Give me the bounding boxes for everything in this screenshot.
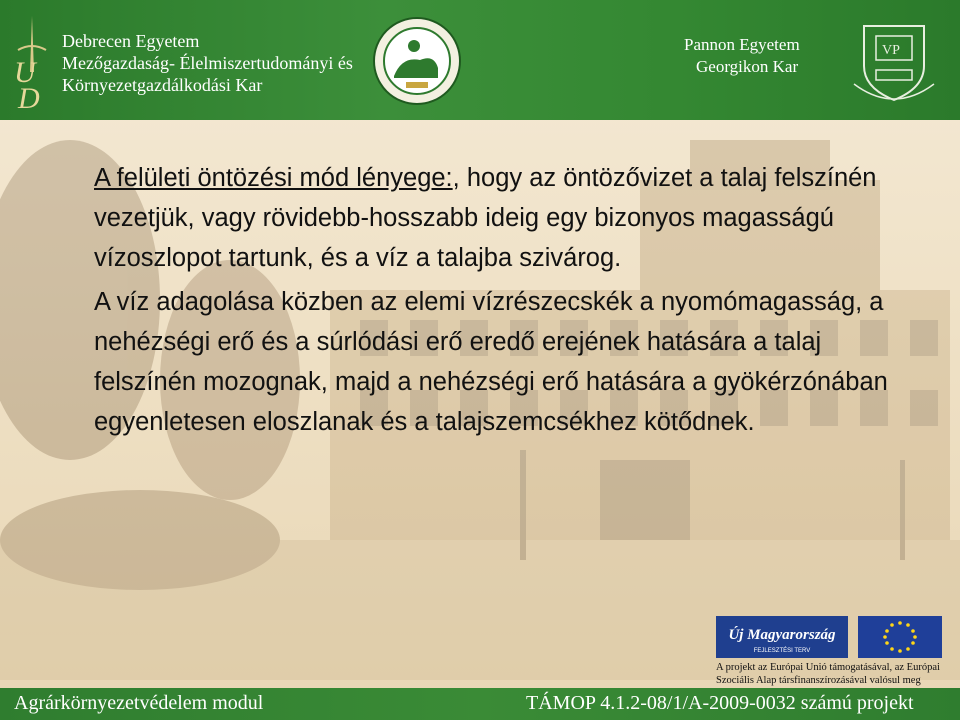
- right-institution-line: Georgikon Kar: [696, 57, 799, 76]
- funding-note-line: Szociális Alap társfinanszírozásával valósul meg: [716, 675, 921, 686]
- funding-note-line: A projekt az Európai Unió támogatásával, az Európai: [716, 662, 940, 673]
- faculty-seal-icon: [372, 16, 462, 106]
- footer-module-name: Agrárkörnyezetvédelem modul: [14, 692, 264, 714]
- paragraph-process: A víz adagolása közben az elemi vízrészecskék a nyomómagasság, a nehézségi erő és a súrlódási erő eredő erejének hatására a talaj felszínén mozognak, majd a nehézségi erő hatására a gyökérzónában egyenletesen eloszlanak és a talajszemcsékhez kötődnek.: [94, 288, 888, 436]
- right-institution-name: [684, 34, 800, 78]
- slide-body: [94, 158, 904, 442]
- definition-heading: A felületi öntözési mód lényege:: [94, 164, 453, 192]
- left-institution-line: Mezőgazdaság- Élelmiszertudományi és: [62, 53, 353, 73]
- footer-bar: [0, 688, 960, 720]
- ud-monogram-icon: [8, 12, 56, 112]
- funding-note: [716, 661, 950, 687]
- left-institution-name: [62, 30, 353, 96]
- uj-magyarorszag-logo-subtext: FEJLESZTÉSI TERV: [753, 648, 811, 654]
- header-bar: [0, 0, 960, 120]
- paragraph-definition: [94, 158, 904, 278]
- footer-project-id: TÁMOP 4.1.2-08/1/A-2009-0032 számú projekt: [526, 692, 914, 714]
- definition-text: , hogy az öntözővizet a talaj felszínén vezetjük, vagy rövidebb-hosszabb ideig egy bizonyos magasságú vízoszlopot tartunk, és a víz a talajba szivárog.: [94, 164, 877, 272]
- svg-text:U: U: [14, 56, 36, 89]
- left-institution-line: Környezetgazdálkodási Kar: [62, 75, 263, 95]
- uj-magyarorszag-logo-text: Új Magyarország: [728, 627, 836, 643]
- svg-text:VP: VP: [882, 43, 900, 58]
- left-institution-line: Debrecen Egyetem: [62, 31, 200, 51]
- svg-text:D: D: [18, 82, 40, 112]
- pannon-crest-icon: [846, 14, 942, 110]
- right-institution-line: Pannon Egyetem: [684, 35, 800, 54]
